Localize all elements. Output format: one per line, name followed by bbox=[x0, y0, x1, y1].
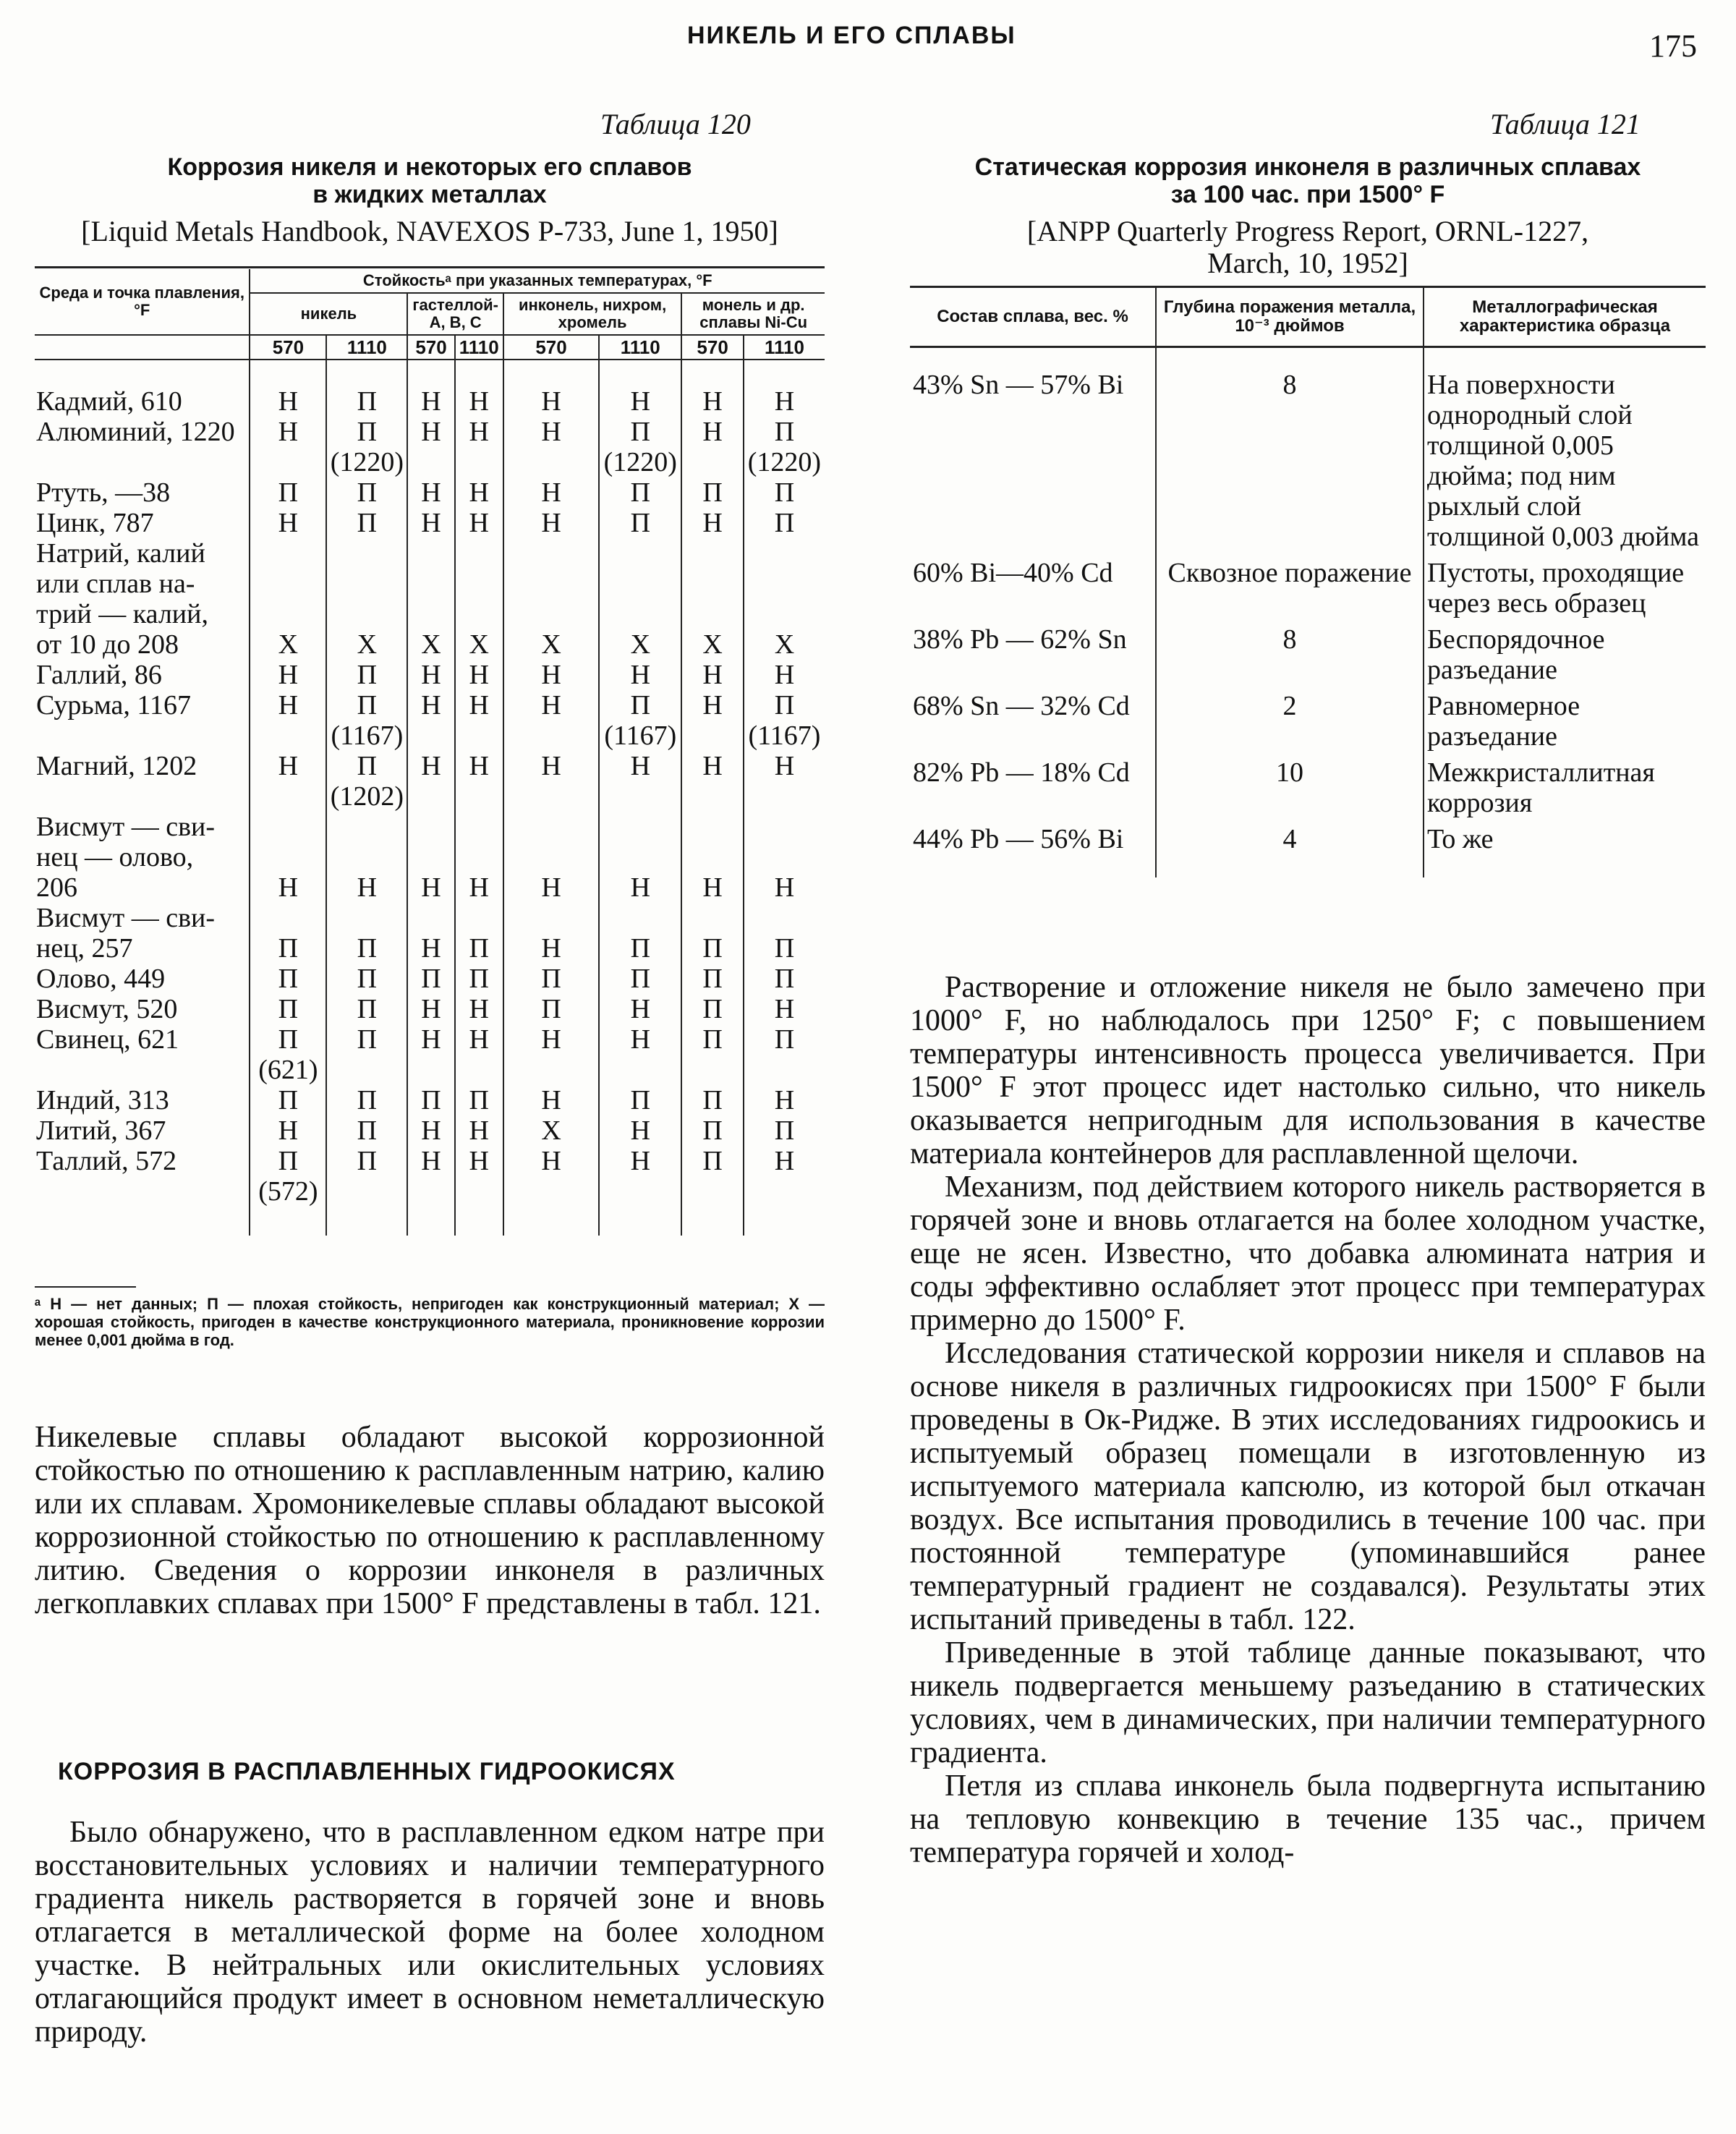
resistance-cell: П (1167) bbox=[599, 690, 681, 751]
resistance-cell: П bbox=[326, 1024, 407, 1085]
spacer-cell bbox=[503, 1207, 599, 1236]
resistance-cell: П bbox=[326, 1146, 407, 1207]
resistance-cell: П bbox=[326, 1115, 407, 1146]
resistance-cell: П (621) bbox=[250, 1024, 326, 1085]
table-row bbox=[35, 660, 825, 690]
table-120-group-monel: монель и др. сплавы Ni-Cu bbox=[681, 293, 825, 335]
resistance-cell: П bbox=[407, 1085, 454, 1115]
resistance-cell: Н bbox=[503, 508, 599, 538]
resistance-cell: Х bbox=[681, 538, 744, 660]
temp-header: 570 bbox=[250, 335, 326, 360]
left-paragraph: Было обнаружено, что в расплавленном едком натре при восстановительных условиях и наличии температурного градиента никель растворяется в горячей зоне и вновь отлагается в металлической форме на более холодном участке. В нейтральных или окислительных условиях отлагающийся продукт имеет в основном неметаллическую природу. bbox=[35, 1816, 825, 2049]
right-paragraph: Механизм, под действием которого никель растворяется в горячей зоне и вновь отлагается на более холодном участке, еще не ясен. Известно, что добавка алюмината натрия и соды эффективно ослабляет этот процесс при температурах примерно до 1500° F. bbox=[910, 1170, 1706, 1337]
spacer-cell bbox=[250, 1207, 326, 1236]
table-120-caption: Таблица 120 bbox=[600, 108, 751, 140]
resistance-cell: П bbox=[503, 994, 599, 1024]
table-row bbox=[35, 903, 825, 964]
spacer-cell bbox=[599, 1207, 681, 1236]
resistance-cell: П bbox=[250, 994, 326, 1024]
resistance-cell: Н bbox=[503, 1024, 599, 1085]
desc-cell: Равномерное разъедание bbox=[1424, 691, 1706, 757]
table-120-title-line1: Коррозия никеля и некоторых его сплавов bbox=[167, 153, 692, 181]
resistance-cell: П bbox=[681, 994, 744, 1024]
spacer-cell bbox=[326, 360, 407, 386]
resistance-cell: Н bbox=[455, 417, 503, 477]
resistance-cell: П bbox=[599, 903, 681, 964]
table-120-body bbox=[35, 360, 825, 1236]
resistance-cell: Н bbox=[407, 1024, 454, 1085]
resistance-cell: П bbox=[503, 964, 599, 994]
resistance-cell: Х bbox=[503, 538, 599, 660]
resistance-cell: Н bbox=[744, 386, 825, 417]
depth-cell: 4 bbox=[1156, 824, 1424, 860]
spacer-cell bbox=[407, 360, 454, 386]
table-121-body bbox=[910, 347, 1706, 878]
table-120-title-line2: в жидких металлах bbox=[312, 181, 547, 208]
table-121-col-depth: Глубина поражения металла, 10⁻³ дюймов bbox=[1156, 287, 1424, 347]
table-120-group-nickel: никель bbox=[250, 293, 407, 335]
resistance-cell: Н bbox=[503, 477, 599, 508]
table-121 bbox=[910, 286, 1706, 877]
medium-cell: Магний, 1202 bbox=[36, 751, 197, 781]
resistance-cell: Н bbox=[744, 812, 825, 903]
resistance-cell: Н bbox=[744, 660, 825, 690]
alloy-cell: 60% Bi—40% Cd bbox=[913, 558, 1113, 588]
resistance-cell: Н bbox=[407, 417, 454, 477]
spacer-cell bbox=[35, 1207, 250, 1236]
table-row bbox=[35, 994, 825, 1024]
left-paragraph: Никелевые сплавы обладают высокой коррозионной стойкостью по отношению к расплавленным натрию, калию или их сплавам. Хромоникелевые сплавы обладают высокой коррозионной стойкостью по отношению к расплавленному литию. Сведения о коррозии инконеля в различных легкоплавких сплавах при 1500° F представлены в табл. 121. bbox=[35, 1421, 825, 1620]
resistance-cell: Н bbox=[681, 751, 744, 812]
medium-cell: Таллий, 572 bbox=[36, 1146, 177, 1176]
depth-cell: 2 bbox=[1156, 691, 1424, 757]
resistance-cell: П bbox=[681, 903, 744, 964]
resistance-cell: Н bbox=[455, 812, 503, 903]
table-row bbox=[35, 690, 825, 751]
table-121-title-line1: Статическая коррозия инконеля в различных сплавах bbox=[974, 153, 1641, 181]
resistance-cell: Н bbox=[250, 812, 326, 903]
table-row bbox=[35, 386, 825, 417]
table-120 bbox=[35, 269, 825, 1236]
page-number: 175 bbox=[1649, 28, 1697, 64]
resistance-cell: Н bbox=[407, 1146, 454, 1207]
medium-cell: Алюминий, 1220 bbox=[36, 417, 235, 447]
table-row bbox=[35, 1146, 825, 1207]
temp-header: 1110 bbox=[455, 335, 503, 360]
table-row bbox=[910, 558, 1706, 624]
medium-cell: Ртуть, —38 bbox=[36, 477, 171, 508]
medium-cell: Галлий, 86 bbox=[36, 660, 162, 690]
resistance-cell: П bbox=[455, 964, 503, 994]
resistance-cell: Н bbox=[681, 386, 744, 417]
resistance-cell: Н bbox=[681, 660, 744, 690]
spacer-cell bbox=[599, 360, 681, 386]
table-121-title bbox=[910, 153, 1706, 208]
spacer-cell bbox=[1424, 860, 1706, 877]
resistance-cell: Н bbox=[455, 477, 503, 508]
spacer-cell bbox=[455, 360, 503, 386]
desc-cell: Межкристаллитная коррозия bbox=[1424, 757, 1706, 824]
resistance-cell: П bbox=[681, 1085, 744, 1115]
resistance-cell: Н bbox=[407, 477, 454, 508]
resistance-cell: Н bbox=[503, 1146, 599, 1207]
resistance-cell: П bbox=[326, 1085, 407, 1115]
desc-cell: То же bbox=[1424, 824, 1706, 860]
table-row bbox=[910, 824, 1706, 860]
resistance-cell: П (1167) bbox=[326, 690, 407, 751]
temp-header: 570 bbox=[503, 335, 599, 360]
table-row bbox=[35, 538, 825, 660]
spacer-cell bbox=[744, 360, 825, 386]
temp-header: 1110 bbox=[326, 335, 407, 360]
table-row bbox=[35, 508, 825, 538]
temp-header: 1110 bbox=[744, 335, 825, 360]
spacer-cell bbox=[326, 1207, 407, 1236]
resistance-cell: Н bbox=[455, 1146, 503, 1207]
table-120-col-group: Стойкостьᵃ при указанных температурах, °F bbox=[250, 269, 825, 293]
resistance-cell: Н bbox=[744, 994, 825, 1024]
spacer-cell bbox=[910, 347, 1156, 370]
resistance-cell: Н bbox=[407, 690, 454, 751]
table-120-col-medium: Среда и точка плавления, °F bbox=[35, 269, 250, 335]
table-121-col-desc: Металлографическая характеристика образца bbox=[1424, 287, 1706, 347]
table-121-source-line2: March, 10, 1952] bbox=[1207, 247, 1408, 279]
depth-cell: 10 bbox=[1156, 757, 1424, 824]
right-text-block bbox=[910, 971, 1706, 1869]
medium-cell: Висмут — сви- нец, 257 bbox=[36, 903, 215, 964]
resistance-cell: Н bbox=[455, 690, 503, 751]
resistance-cell: Н bbox=[599, 660, 681, 690]
resistance-cell: П bbox=[744, 508, 825, 538]
table-120-temps-spacer bbox=[35, 335, 250, 360]
resistance-cell: Х bbox=[455, 538, 503, 660]
resistance-cell: Н bbox=[407, 903, 454, 964]
resistance-cell: Н bbox=[455, 386, 503, 417]
medium-cell: Сурьма, 1167 bbox=[36, 690, 191, 720]
resistance-cell: П bbox=[326, 964, 407, 994]
alloy-cell: 43% Sn — 57% Bi bbox=[913, 370, 1124, 400]
resistance-cell: П (1202) bbox=[326, 751, 407, 812]
resistance-cell: Н bbox=[599, 751, 681, 812]
resistance-cell: П (1220) bbox=[326, 417, 407, 477]
resistance-cell: Х bbox=[503, 1115, 599, 1146]
resistance-cell: П bbox=[599, 508, 681, 538]
depth-cell: 8 bbox=[1156, 624, 1424, 691]
table-row bbox=[35, 1115, 825, 1146]
medium-cell: Цинк, 787 bbox=[36, 508, 154, 538]
spacer-cell bbox=[1424, 347, 1706, 370]
desc-cell: Беспорядочное разъедание bbox=[1424, 624, 1706, 691]
temp-header: 570 bbox=[681, 335, 744, 360]
resistance-cell: Н bbox=[407, 812, 454, 903]
table-row bbox=[910, 691, 1706, 757]
resistance-cell: Н bbox=[407, 994, 454, 1024]
table-row bbox=[910, 757, 1706, 824]
resistance-cell: Н bbox=[681, 417, 744, 477]
depth-cell: Сквозное поражение bbox=[1156, 558, 1424, 624]
table-spacer-row bbox=[910, 347, 1706, 370]
spacer-cell bbox=[503, 360, 599, 386]
resistance-cell: П (1220) bbox=[599, 417, 681, 477]
resistance-cell: Н bbox=[503, 903, 599, 964]
resistance-cell: П bbox=[681, 964, 744, 994]
spacer-cell bbox=[35, 360, 250, 386]
right-paragraph: Петля из сплава инконель была подвергнута испытанию на тепловую конвекцию в течение 135 час., причем температура горячей и холод- bbox=[910, 1769, 1706, 1869]
medium-cell: Натрий, калий или сплав на- трий — калий, от 10 до 208 bbox=[36, 538, 208, 660]
resistance-cell: П bbox=[681, 1115, 744, 1146]
resistance-cell: Н bbox=[407, 508, 454, 538]
table-tail-row bbox=[910, 860, 1706, 877]
table-120-group-inconel: инконель, нихром, хромель bbox=[503, 293, 682, 335]
alloy-cell: 82% Pb — 18% Cd bbox=[913, 757, 1130, 788]
resistance-cell: П bbox=[744, 964, 825, 994]
running-title: НИКЕЛЬ И ЕГО СПЛАВЫ bbox=[687, 22, 1016, 49]
resistance-cell: Н bbox=[407, 1115, 454, 1146]
resistance-cell: П bbox=[455, 1085, 503, 1115]
footnote-rule bbox=[35, 1286, 136, 1288]
resistance-cell: П bbox=[326, 386, 407, 417]
resistance-cell: Х bbox=[250, 538, 326, 660]
spacer-cell bbox=[1156, 860, 1424, 877]
resistance-cell: П (1220) bbox=[744, 417, 825, 477]
resistance-cell: Н bbox=[744, 751, 825, 812]
table-row bbox=[35, 417, 825, 477]
resistance-cell: Н bbox=[250, 751, 326, 812]
resistance-cell: Н bbox=[455, 1115, 503, 1146]
medium-cell: Индий, 313 bbox=[36, 1085, 169, 1115]
spacer-cell bbox=[681, 1207, 744, 1236]
resistance-cell: П bbox=[744, 477, 825, 508]
spacer-cell bbox=[407, 1207, 454, 1236]
resistance-cell: П bbox=[744, 1024, 825, 1085]
resistance-cell: П bbox=[250, 964, 326, 994]
table-121-title-line2: за 100 час. при 1500° F bbox=[1170, 181, 1445, 208]
resistance-cell: Х bbox=[744, 538, 825, 660]
temp-header: 1110 bbox=[599, 335, 681, 360]
resistance-cell: Н bbox=[250, 386, 326, 417]
resistance-cell: П bbox=[681, 1146, 744, 1207]
resistance-cell: Н bbox=[250, 417, 326, 477]
resistance-cell: Х bbox=[599, 538, 681, 660]
alloy-cell: 68% Sn — 32% Cd bbox=[913, 691, 1130, 721]
resistance-cell: П bbox=[326, 994, 407, 1024]
resistance-cell: П bbox=[250, 477, 326, 508]
spacer-cell bbox=[681, 360, 744, 386]
resistance-cell: П bbox=[681, 477, 744, 508]
resistance-cell: Н bbox=[681, 812, 744, 903]
table-row bbox=[910, 624, 1706, 691]
table-row bbox=[35, 812, 825, 903]
medium-cell: Литий, 367 bbox=[36, 1115, 166, 1146]
left-text-block-2 bbox=[35, 1816, 825, 2049]
table-121-caption: Таблица 121 bbox=[1490, 108, 1641, 140]
resistance-cell: Н bbox=[599, 812, 681, 903]
resistance-cell: Н bbox=[455, 660, 503, 690]
resistance-cell: Н bbox=[503, 660, 599, 690]
resistance-cell: П bbox=[681, 1024, 744, 1085]
resistance-cell: Н bbox=[250, 690, 326, 751]
table-120-footnote: ᵃ Н — нет данных; П — плохая стойкость, непригоден как конструкционный материал; Х — хорошая стойкость, пригоден в качестве конструкционного материала, проникновение коррозии менее 0,001 дюйма в год. bbox=[35, 1295, 825, 1349]
table-row bbox=[35, 964, 825, 994]
resistance-cell: Н bbox=[407, 660, 454, 690]
resistance-cell: Н bbox=[744, 1085, 825, 1115]
table-row bbox=[910, 370, 1706, 558]
table-tail-row bbox=[35, 1207, 825, 1236]
desc-cell: Пустоты, проходящие через весь образец bbox=[1424, 558, 1706, 624]
depth-cell: 8 bbox=[1156, 370, 1424, 558]
medium-cell: Висмут, 520 bbox=[36, 994, 178, 1024]
desc-cell: На поверхности однородный слой толщиной 0,005 дюйма; под ним рыхлый слой толщиной 0,003 дюйма bbox=[1424, 370, 1706, 558]
resistance-cell: П bbox=[744, 903, 825, 964]
table-120-top-rule bbox=[35, 266, 825, 268]
table-row bbox=[35, 751, 825, 812]
section-heading: КОРРОЗИЯ В РАСПЛАВЛЕННЫХ ГИДРООКИСЯХ bbox=[58, 1758, 676, 1785]
resistance-cell: Н bbox=[326, 812, 407, 903]
medium-cell: Олово, 449 bbox=[36, 964, 166, 994]
resistance-cell: П bbox=[455, 903, 503, 964]
resistance-cell: П bbox=[326, 660, 407, 690]
resistance-cell: Н bbox=[599, 1115, 681, 1146]
right-paragraph: Приведенные в этой таблице данные показывают, что никель подвергается меньшему разъеданию в статических условиях, чем в динамических, при наличии температурного градиента. bbox=[910, 1636, 1706, 1769]
resistance-cell: Н bbox=[503, 417, 599, 477]
table-121-col-alloy: Состав сплава, вес. % bbox=[910, 287, 1156, 347]
resistance-cell: П bbox=[326, 477, 407, 508]
resistance-cell: Н bbox=[503, 690, 599, 751]
medium-cell: Свинец, 621 bbox=[36, 1024, 179, 1055]
medium-cell: Висмут — сви- нец — олово, 206 bbox=[36, 812, 215, 903]
table-121-source bbox=[910, 216, 1706, 279]
resistance-cell: Н bbox=[250, 508, 326, 538]
resistance-cell: Н bbox=[455, 994, 503, 1024]
right-paragraph: Исследования статической коррозии никеля и сплавов на основе никеля в различных гидроокисях при 1500° F были проведены в Ок-Ридже. В этих исследованиях гидроокись и испытуемый образец помещали в изготовленную из испытуемого материала капсюлю, из которой был откачан воздух. Все испытания проводились в течение 100 час. при постоянной температуре (упоминавшийся ранее температурный градиент не создавался). Результаты этих испытаний приведены в табл. 122. bbox=[910, 1337, 1706, 1636]
resistance-cell: П (572) bbox=[250, 1146, 326, 1207]
resistance-cell: Н bbox=[599, 386, 681, 417]
resistance-cell: Н bbox=[455, 751, 503, 812]
resistance-cell: Н bbox=[407, 386, 454, 417]
spacer-cell bbox=[250, 360, 326, 386]
resistance-cell: Н bbox=[455, 508, 503, 538]
resistance-cell: П bbox=[599, 477, 681, 508]
resistance-cell: П bbox=[599, 964, 681, 994]
resistance-cell: Х bbox=[407, 538, 454, 660]
table-120-title bbox=[35, 153, 825, 208]
resistance-cell: Х bbox=[326, 538, 407, 660]
table-spacer-row bbox=[35, 360, 825, 386]
resistance-cell: П bbox=[744, 1115, 825, 1146]
table-121-source-line1: [ANPP Quarterly Progress Report, ORNL-1227, bbox=[1026, 215, 1589, 247]
table-120-group-hastelloy: гастеллой-А, В, С bbox=[407, 293, 503, 335]
spacer-cell bbox=[910, 860, 1156, 877]
resistance-cell: П bbox=[250, 1085, 326, 1115]
left-text-block bbox=[35, 1421, 825, 1620]
resistance-cell: Н bbox=[599, 1146, 681, 1207]
resistance-cell: П bbox=[250, 903, 326, 964]
resistance-cell: П bbox=[326, 903, 407, 964]
table-120-source: [Liquid Metals Handbook, NAVEXOS P-733, June 1, 1950] bbox=[81, 215, 778, 247]
resistance-cell: Н bbox=[599, 994, 681, 1024]
table-row bbox=[35, 477, 825, 508]
right-paragraph: Растворение и отложение никеля не было замечено при 1000° F, но наблюдалось при 1250° F; с повышением температуры интенсивность процесса увеличивается. При 1500° F этот процесс идет настолько сильно, что никель оказывается непригодным для использования в качестве материала контейнеров для расплавленной щелочи. bbox=[910, 971, 1706, 1170]
resistance-cell: Н bbox=[681, 690, 744, 751]
spacer-cell bbox=[1156, 347, 1424, 370]
medium-cell: Кадмий, 610 bbox=[36, 386, 182, 417]
resistance-cell: Н bbox=[503, 751, 599, 812]
resistance-cell: Н bbox=[503, 1085, 599, 1115]
resistance-cell: Н bbox=[407, 751, 454, 812]
resistance-cell: Н bbox=[503, 386, 599, 417]
resistance-cell: П (1167) bbox=[744, 690, 825, 751]
spacer-cell bbox=[455, 1207, 503, 1236]
resistance-cell: Н bbox=[744, 1146, 825, 1207]
resistance-cell: Н bbox=[681, 508, 744, 538]
resistance-cell: Н bbox=[599, 1024, 681, 1085]
resistance-cell: П bbox=[326, 508, 407, 538]
spacer-cell bbox=[744, 1207, 825, 1236]
temp-header: 570 bbox=[407, 335, 454, 360]
resistance-cell: Н bbox=[455, 1024, 503, 1085]
alloy-cell: 38% Pb — 62% Sn bbox=[913, 624, 1127, 655]
table-row bbox=[35, 1085, 825, 1115]
resistance-cell: Н bbox=[503, 812, 599, 903]
alloy-cell: 44% Pb — 56% Bi bbox=[913, 824, 1124, 854]
resistance-cell: П bbox=[407, 964, 454, 994]
resistance-cell: Н bbox=[250, 660, 326, 690]
resistance-cell: Н bbox=[250, 1115, 326, 1146]
resistance-cell: П bbox=[599, 1085, 681, 1115]
table-row bbox=[35, 1024, 825, 1085]
